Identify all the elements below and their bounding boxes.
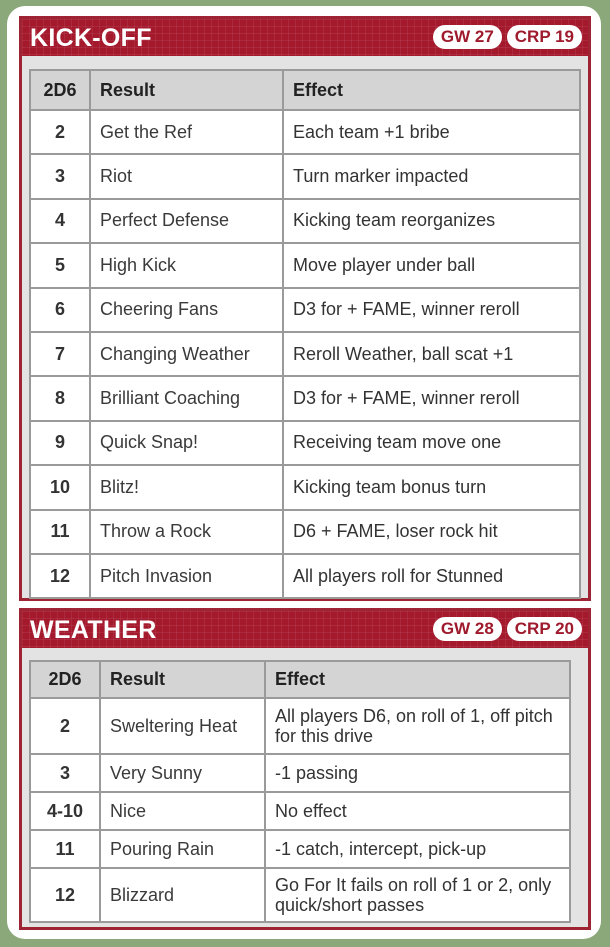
roll-cell: 7 bbox=[30, 332, 90, 376]
kickoff-title: KICK-OFF bbox=[30, 24, 152, 52]
table-row bbox=[30, 754, 570, 792]
effect-cell: Reroll Weather, ball scat +1 bbox=[283, 332, 580, 376]
gw-badge: GW 27 bbox=[433, 25, 502, 49]
column-header-roll: 2D6 bbox=[30, 70, 90, 110]
weather-title: WEATHER bbox=[30, 616, 157, 644]
roll-cell: 12 bbox=[30, 554, 90, 598]
kickoff-badges bbox=[433, 25, 582, 49]
roll-cell: 4 bbox=[30, 199, 90, 243]
result-cell: Blizzard bbox=[100, 868, 265, 922]
weather-badges bbox=[433, 617, 582, 641]
effect-cell: D3 for + FAME, winner reroll bbox=[283, 376, 580, 420]
weather-header bbox=[22, 611, 588, 648]
effect-cell: -1 catch, intercept, pick-up bbox=[265, 830, 570, 868]
roll-cell: 9 bbox=[30, 421, 90, 465]
roll-cell: 2 bbox=[30, 698, 100, 754]
kickoff-header bbox=[22, 19, 588, 56]
table-row bbox=[30, 830, 570, 868]
effect-cell: Go For It fails on roll of 1 or 2, only quick/short passes bbox=[265, 868, 570, 922]
roll-cell: 10 bbox=[30, 465, 90, 509]
table-header-row bbox=[30, 661, 570, 698]
table-row bbox=[30, 110, 580, 154]
table-row bbox=[30, 288, 580, 332]
result-cell: Perfect Defense bbox=[90, 199, 283, 243]
roll-cell: 8 bbox=[30, 376, 90, 420]
effect-cell: Receiving team move one bbox=[283, 421, 580, 465]
weather-section bbox=[19, 608, 591, 930]
table-row bbox=[30, 510, 580, 554]
table-row bbox=[30, 465, 580, 509]
crp-badge: CRP 20 bbox=[507, 617, 582, 641]
effect-cell: D6 + FAME, loser rock hit bbox=[283, 510, 580, 554]
table-row bbox=[30, 698, 570, 754]
effect-cell: D3 for + FAME, winner reroll bbox=[283, 288, 580, 332]
column-header-effect: Effect bbox=[283, 70, 580, 110]
roll-cell: 3 bbox=[30, 754, 100, 792]
roll-cell: 3 bbox=[30, 154, 90, 198]
table-row bbox=[30, 421, 580, 465]
roll-cell: 11 bbox=[30, 830, 100, 868]
table-row bbox=[30, 199, 580, 243]
effect-cell: -1 passing bbox=[265, 754, 570, 792]
table-row bbox=[30, 332, 580, 376]
result-cell: Changing Weather bbox=[90, 332, 283, 376]
weather-table bbox=[29, 660, 571, 923]
result-cell: Cheering Fans bbox=[90, 288, 283, 332]
effect-cell: Each team +1 bribe bbox=[283, 110, 580, 154]
column-header-result: Result bbox=[100, 661, 265, 698]
result-cell: Sweltering Heat bbox=[100, 698, 265, 754]
table-row bbox=[30, 154, 580, 198]
roll-cell: 12 bbox=[30, 868, 100, 922]
effect-cell: Kicking team bonus turn bbox=[283, 465, 580, 509]
result-cell: Throw a Rock bbox=[90, 510, 283, 554]
column-header-roll: 2D6 bbox=[30, 661, 100, 698]
table-row bbox=[30, 868, 570, 922]
roll-cell: 6 bbox=[30, 288, 90, 332]
effect-cell: No effect bbox=[265, 792, 570, 830]
column-header-result: Result bbox=[90, 70, 283, 110]
result-cell: Nice bbox=[100, 792, 265, 830]
effect-cell: Kicking team reorganizes bbox=[283, 199, 580, 243]
kickoff-table bbox=[29, 69, 581, 599]
rules-card bbox=[7, 6, 601, 939]
result-cell: Pouring Rain bbox=[100, 830, 265, 868]
kickoff-section bbox=[19, 16, 591, 601]
result-cell: Brilliant Coaching bbox=[90, 376, 283, 420]
result-cell: Get the Ref bbox=[90, 110, 283, 154]
result-cell: High Kick bbox=[90, 243, 283, 287]
table-header-row bbox=[30, 70, 580, 110]
effect-cell: Move player under ball bbox=[283, 243, 580, 287]
roll-cell: 5 bbox=[30, 243, 90, 287]
table-row bbox=[30, 243, 580, 287]
result-cell: Quick Snap! bbox=[90, 421, 283, 465]
effect-cell: All players roll for Stunned bbox=[283, 554, 580, 598]
table-row bbox=[30, 792, 570, 830]
result-cell: Riot bbox=[90, 154, 283, 198]
crp-badge: CRP 19 bbox=[507, 25, 582, 49]
roll-cell: 11 bbox=[30, 510, 90, 554]
result-cell: Pitch Invasion bbox=[90, 554, 283, 598]
effect-cell: All players D6, on roll of 1, off pitch for this drive bbox=[265, 698, 570, 754]
table-row bbox=[30, 554, 580, 598]
roll-cell: 2 bbox=[30, 110, 90, 154]
result-cell: Blitz! bbox=[90, 465, 283, 509]
column-header-effect: Effect bbox=[265, 661, 570, 698]
result-cell: Very Sunny bbox=[100, 754, 265, 792]
gw-badge: GW 28 bbox=[433, 617, 502, 641]
roll-cell: 4-10 bbox=[30, 792, 100, 830]
table-row bbox=[30, 376, 580, 420]
effect-cell: Turn marker impacted bbox=[283, 154, 580, 198]
